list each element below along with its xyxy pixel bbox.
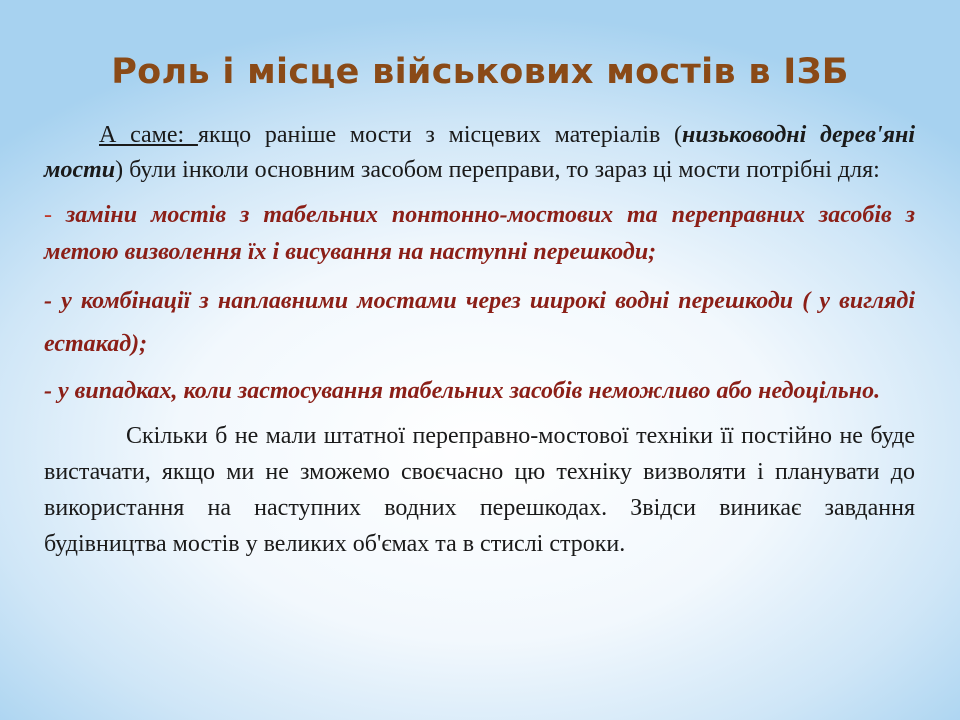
slide-body	[44, 118, 915, 562]
bullet-text: у комбінації з наплавними мостами через широкі водні перешкоди ( у вигляді естакад);	[44, 288, 915, 357]
bullet-text: заміни мостів з табельних понтонно-мостових та переправних засобів з метою визволення їх і висування на наступні перешкоди;	[44, 202, 915, 265]
intro-lead: А саме:	[99, 122, 198, 148]
bullet-item-2	[44, 280, 915, 366]
bullet-dash: -	[44, 202, 66, 228]
bullet-text: у випадках, коли застосування табельних засобів неможливо або недоцільно.	[58, 378, 881, 404]
intro-emphasis: низьководні дерев'яні мости	[44, 122, 915, 183]
intro-text-part2: ) були інколи основним засобом переправи, то зараз ці мости потрібні для:	[115, 157, 880, 183]
bullet-dash: -	[44, 288, 62, 314]
intro-paragraph	[44, 118, 915, 188]
bullet-dash: -	[44, 378, 58, 404]
bullet-item-3	[44, 373, 915, 410]
bullet-item-1	[44, 197, 915, 271]
intro-text-part1: якщо раніше мости з місцевих матеріалів (	[197, 122, 683, 148]
outro-paragraph: Скільки б не мали штатної переправно-мостової техніки її постійно не буде вистачати, якщо ми не зможемо своєчасно цю техніку визволяти і планувати до використання на наступних водних перешкодах. Звідси виникає завдання будівництва мостів у великих об'ємах та в стислі строки.	[44, 423, 915, 557]
slide-title: Роль і місце військових мостів в ІЗБ	[111, 52, 849, 92]
